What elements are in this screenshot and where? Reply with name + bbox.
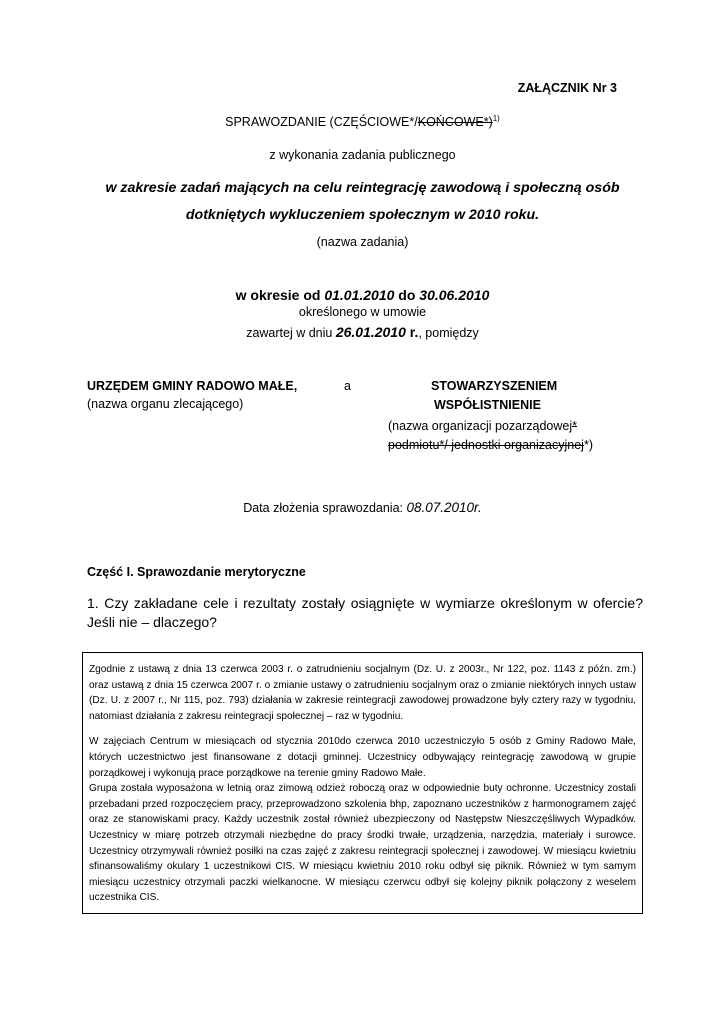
annex-number: ZAŁĄCZNIK Nr 3: [517, 81, 617, 95]
period-line: [0, 287, 725, 303]
question-1: 1. Czy zakładane cele i rezultaty zostały osiągnięte w wymiarze określonym w ofercie? Jeśli nie – dlaczego?: [87, 595, 643, 630]
party-b-caption-suffix: *): [583, 438, 593, 452]
submission-date-line: [0, 500, 725, 515]
concluded-prefix: zawartej w dniu: [246, 326, 336, 340]
concluded-r: r.: [405, 324, 419, 340]
task-name-line1: w zakresie zadań mających na celu reintegrację zawodową i społeczną osób: [105, 180, 620, 196]
answer-paragraph-2: W zajęciach Centrum w miesiącach od stycznia 2010do czerwca 2010 uczestniczyło 5 osób z Gminy Radowo Małe, których uczestnictwo jest finansowane z dotacji gminnej. Uczestnicy odbywający reintegrację zawodową w grupie porządkowej i wykonują prace porządkowe na terenie gminy Radowo Małe.: [89, 736, 636, 779]
period-mid: do: [394, 287, 420, 303]
party-a-name: URZĘDEM GMINY RADOWO MAŁE,: [87, 379, 298, 393]
report-title-struck: KOŃCOWE*): [417, 115, 493, 130]
submission-label: Data złożenia sprawozdania:: [243, 501, 407, 515]
concluded-line: [0, 324, 725, 340]
party-b-name-line1: STOWARZYSZENIEM: [431, 379, 558, 393]
report-title: [0, 114, 725, 129]
party-b-caption-star: *: [572, 419, 577, 433]
party-b-caption-prefix: (nazwa organizacji pozarządowej: [388, 419, 573, 433]
concluded-suffix: , pomiędzy: [418, 326, 479, 340]
and-word: a: [344, 379, 351, 393]
answer-box: [82, 652, 643, 914]
period-to: 30.06.2010: [419, 287, 490, 303]
answer-paragraph-3: Grupa została wyposażona w letnią oraz zimową odzież roboczą oraz w odpowiednie buty ochronne. Uczestnicy zostali przebadani przed rozpoczęciem pracy, przeprowadzono szkolenia bhp, zapoznano uczestników z harmonogramem zajęć oraz ze stanowiskami pracy. Każdy uczestnik został również ubezpieczony od Następstw Nieszczęśliwych Wypadków. Uczestnicy w miarę potrzeb otrzymali niezbędne do pracy środki trwałe, urządzenia, narzędzia, materiały i surowce. Uczestnicy otrzymywali również posiłki na czas zajęć z zakresu reintegracji społecznej i zawodowej. W miesiącu kwietniu sfinansowaliśmy okulary 1 uczestnikowi CIS. W miesiącu kwietniu 2010 roku odbył się piknik. Również w tym samym miesiącu uczestnicy otrzymali paczki wielkanocne. W miesiącu czerwcu odbył się kolejny piknik połączony z weselem uczestnika CIS.: [89, 783, 636, 904]
report-subtitle: z wykonania zadania publicznego: [269, 148, 456, 162]
party-b-caption: [388, 417, 628, 455]
task-name-line2: dotkniętych wykluczeniem społecznym w 2010 roku.: [185, 207, 540, 223]
report-title-prefix: SPRAWOZDANIE (CZĘŚCIOWE*/: [225, 115, 418, 130]
contract-line: określonego w umowie: [298, 305, 427, 319]
period-from: 01.01.2010: [324, 287, 395, 303]
report-footnote-mark: 1): [492, 114, 500, 123]
part-heading: Część I. Sprawozdanie merytoryczne: [87, 565, 306, 579]
task-name-caption: (nazwa zadania): [316, 235, 409, 249]
concluded-date: 26.01.2010: [335, 324, 406, 340]
period-prefix: w okresie od: [235, 287, 325, 303]
party-b-caption-struck: podmiotu*/ jednostki organizacyjnej: [388, 438, 584, 452]
party-a-caption: (nazwa organu zlecającego): [87, 397, 244, 411]
party-b-name-line2: WSPÓŁISTNIENIE: [434, 398, 541, 412]
answer-paragraph-1: Zgodnie z ustawą z dnia 13 czerwca 2003 r. o zatrudnieniu socjalnym (Dz. U. z 2003r., Nr 122, poz. 1143 z późn. zm.) oraz ustawą z dnia 15 czerwca 2007 r. o zmianie ustawy o zatrudnieniu socjalnym oraz o zmianie niektórych innych ustaw (Dz. U. z 2007 r., Nr 115, poz. 793) działania w zakresie reintegracji zawodowej prowadzone były cztery razy w tygodniu, natomiast działania z zakresu reintegracji społecznej – raz w tygodniu.: [89, 664, 636, 722]
submission-date: 08.07.2010r.: [406, 500, 482, 515]
